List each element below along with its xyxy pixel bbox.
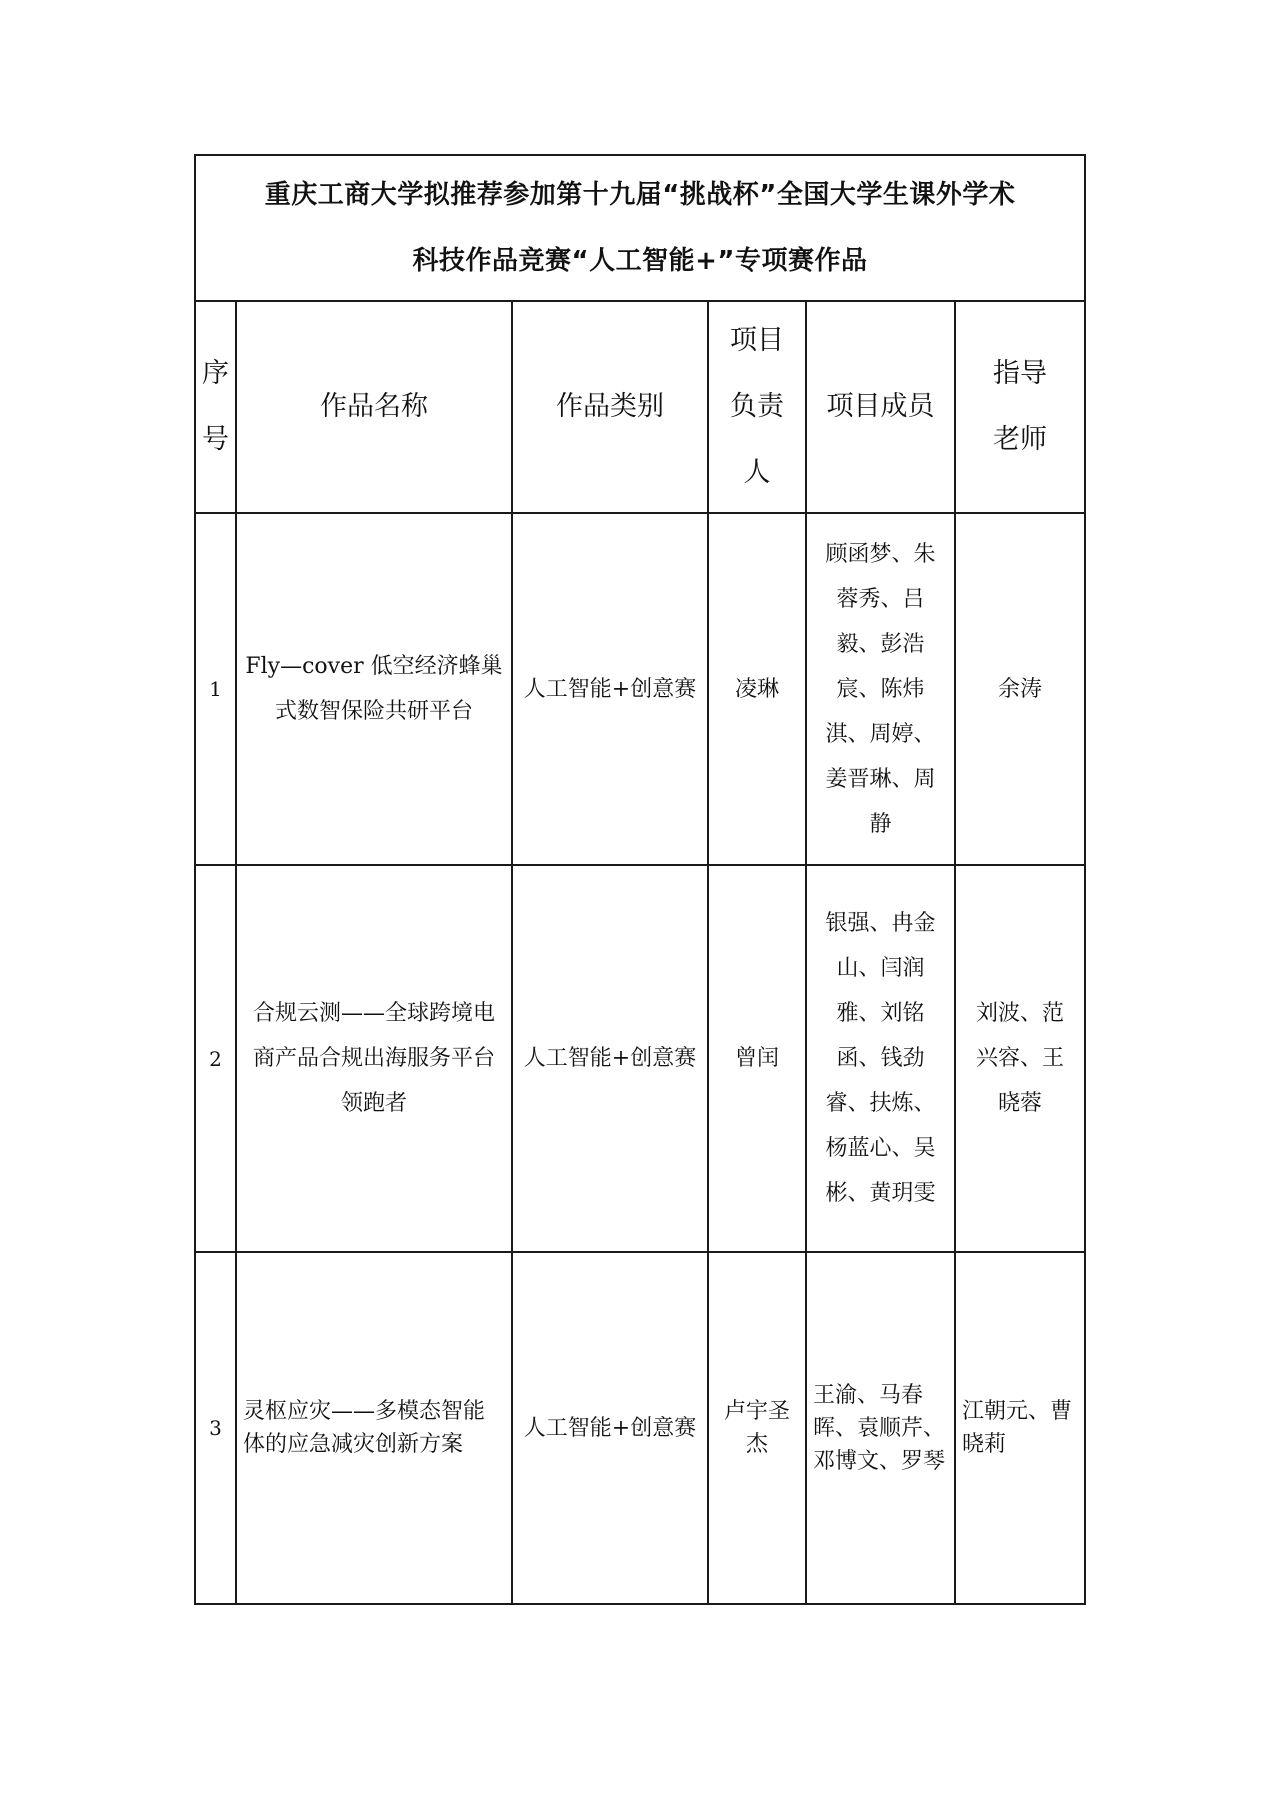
header-index: 序号	[195, 301, 236, 513]
header-members: 项目成员	[806, 301, 955, 513]
header-row	[195, 301, 1085, 513]
row-advisor: 刘波、范兴容、王晓蓉	[955, 865, 1085, 1252]
header-advisor: 指导老师	[955, 301, 1085, 513]
row-index: 1	[195, 513, 236, 865]
row-category: 人工智能+创意赛	[512, 1252, 708, 1604]
row-leader: 曾闰	[708, 865, 806, 1252]
row-category: 人工智能+创意赛	[512, 865, 708, 1252]
row-category: 人工智能+创意赛	[512, 513, 708, 865]
row-members: 顾函梦、朱蓉秀、吕毅、彭浩宸、陈炜淇、周婷、姜晋琳、周静	[806, 513, 955, 865]
row-index: 3	[195, 1252, 236, 1604]
works-table	[194, 154, 1086, 1605]
row-name: 合规云测——全球跨境电商产品合规出海服务平台领跑者	[236, 865, 512, 1252]
row-leader: 卢宇圣杰	[708, 1252, 806, 1604]
row-name: Fly—cover 低空经济蜂巢式数智保险共研平台	[236, 513, 512, 865]
row-advisor: 江朝元、曹晓莉	[955, 1252, 1085, 1604]
header-category: 作品类别	[512, 301, 708, 513]
row-members: 银强、冉金山、闫润雅、刘铭函、钱劲睿、扶炼、杨蓝心、吴彬、黄玥雯	[806, 865, 955, 1252]
table-row	[195, 1252, 1085, 1604]
title-row	[195, 155, 1085, 301]
row-advisor: 余涛	[955, 513, 1085, 865]
title-line-1: 重庆工商大学拟推荐参加第十九届“挑战杯”全国大学生课外学术	[264, 180, 1016, 210]
row-leader: 凌琳	[708, 513, 806, 865]
title-line-2: 科技作品竞赛“人工智能+”专项赛作品	[412, 246, 868, 276]
table-title	[195, 155, 1085, 301]
table-row	[195, 865, 1085, 1252]
table-row	[195, 513, 1085, 865]
header-name: 作品名称	[236, 301, 512, 513]
row-index: 2	[195, 865, 236, 1252]
header-leader: 项目负责人	[708, 301, 806, 513]
row-name: 灵枢应灾——多模态智能体的应急减灾创新方案	[236, 1252, 512, 1604]
row-members: 王渝、马春晖、袁顺芹、邓博文、罗琴	[806, 1252, 955, 1604]
